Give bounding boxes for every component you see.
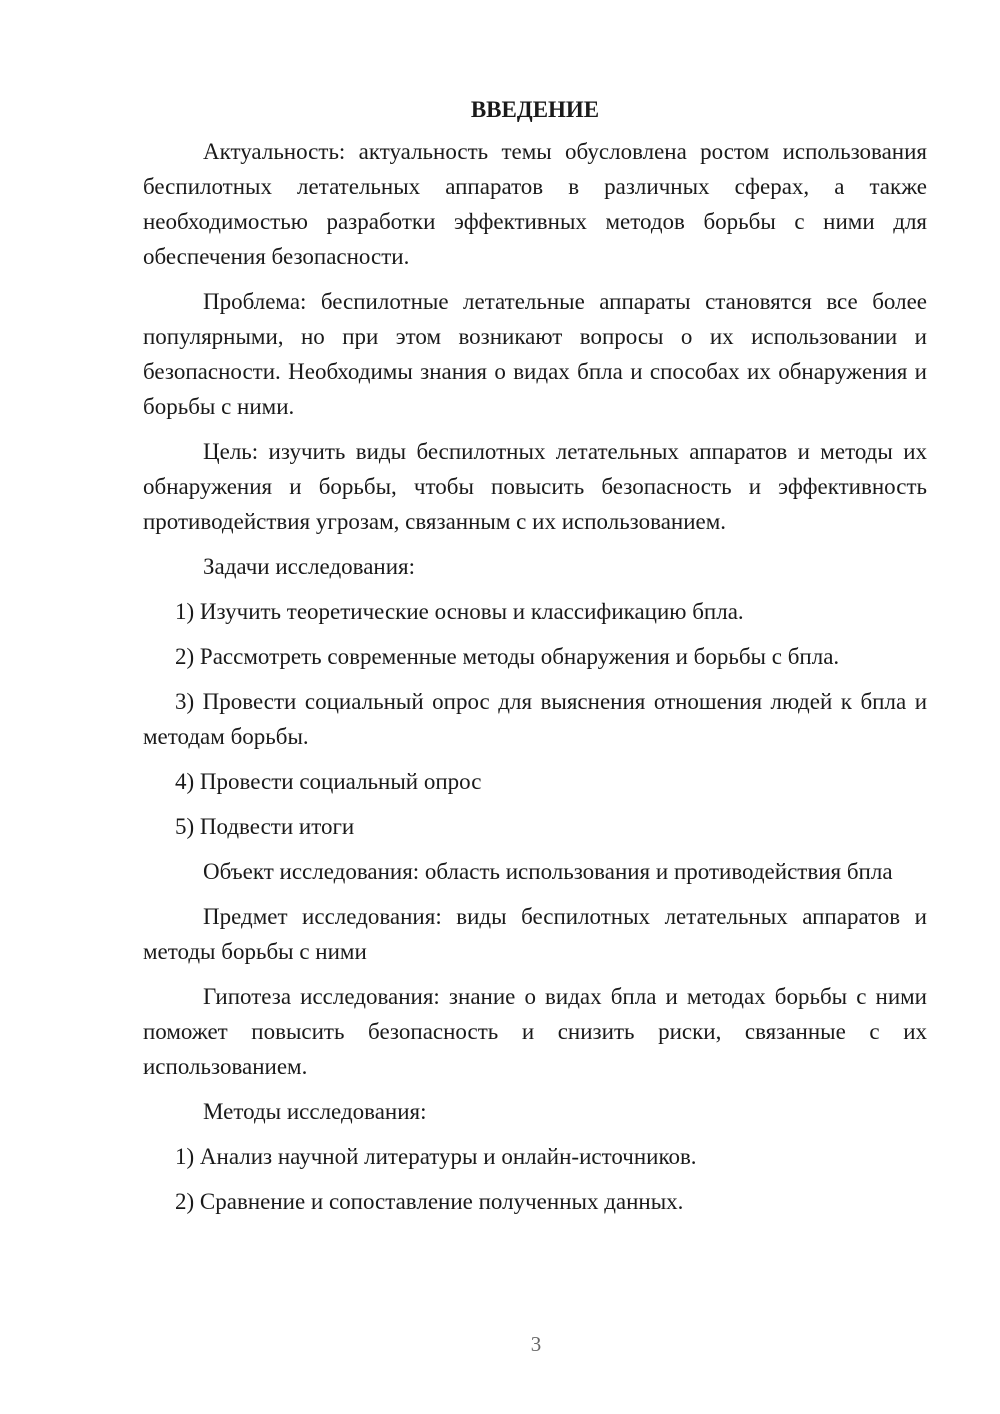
paragraph-goal: Цель: изучить виды беспилотных летательных аппаратов и методы их обнаружения и борьбы, чтобы повысить безопасность и эффективность противодействия угрозам, связанным с их использованием. [143, 439, 927, 534]
method-item: 2) Сравнение и сопоставление полученных данных. [175, 1189, 684, 1214]
paragraph-tasks-heading: Задачи исследования: [203, 554, 416, 579]
task-item: 2) Рассмотреть современные методы обнаружения и борьбы с бпла. [175, 644, 840, 669]
paragraph-hypothesis: Гипотеза исследования: знание о видах бпла и методах борьбы с ними поможет повысить безопасность и снизить риски, связанные с их использованием. [143, 984, 927, 1079]
task-item: 1) Изучить теоретические основы и классификацию бпла. [175, 599, 744, 624]
task-item: 3) Провести социальный опрос для выяснения отношения людей к бпла и методам борьбы. [143, 689, 927, 749]
paragraph-subject: Предмет исследования: виды беспилотных летательных аппаратов и методы борьбы с ними [143, 904, 927, 964]
page-number: 3 [530, 1332, 542, 1356]
paragraph-methods-heading: Методы исследования: [203, 1099, 427, 1124]
method-item: 1) Анализ научной литературы и онлайн-источников. [175, 1144, 697, 1169]
paragraph-relevance: Актуальность: актуальность темы обусловлена ростом использования беспилотных летательных аппаратов в различных сферах, а также необходимостью разработки эффективных методов борьбы с ними для обеспечения безопасности. [143, 139, 927, 269]
page-content [143, 90, 927, 1229]
paragraph-object: Объект исследования: область использования и противодействия бпла [203, 859, 893, 884]
section-title: ВВЕДЕНИЕ [470, 97, 600, 122]
task-item: 5) Подвести итоги [175, 814, 355, 839]
task-item: 4) Провести социальный опрос [175, 769, 482, 794]
paragraph-problem: Проблема: беспилотные летательные аппараты становятся все более популярными, но при этом возникают вопросы о их использовании и безопасности. Необходимы знания о видах бпла и способах их обнаружения и борьбы с ними. [143, 289, 927, 419]
